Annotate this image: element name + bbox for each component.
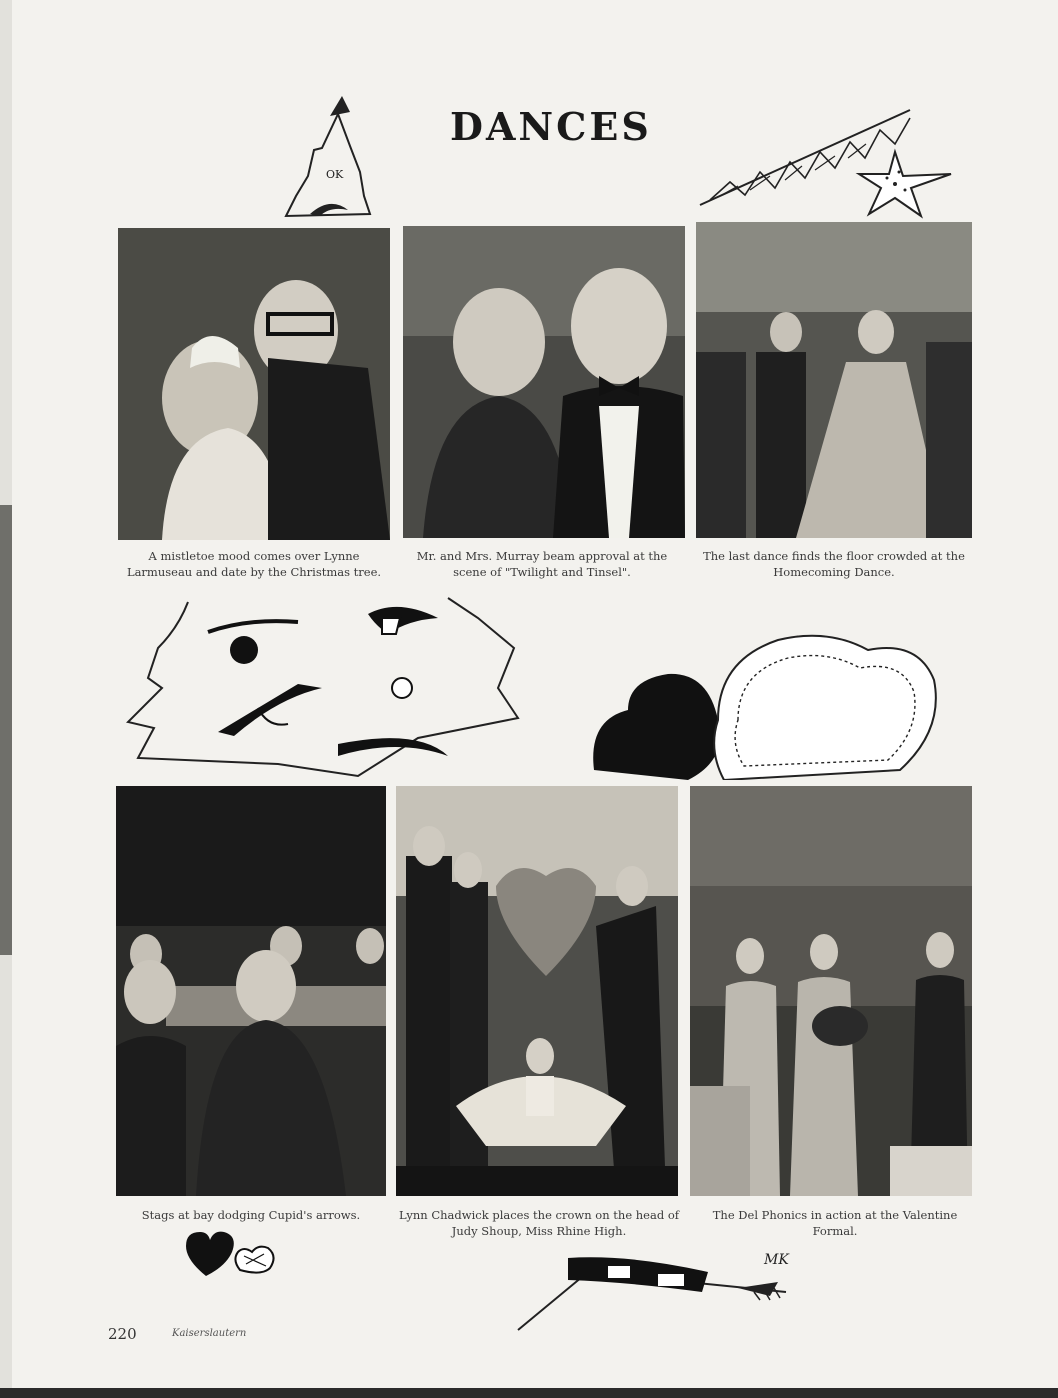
adjacent-page-strip [0, 505, 12, 955]
caption-homecoming: The last dance finds the floor crowded at the Homecoming Dance. [703, 549, 965, 579]
christmas-tree-icon [270, 86, 380, 221]
photo-stags-at-bay [116, 786, 386, 1196]
photo-crowning-queen [396, 786, 678, 1196]
page-number: 220 [108, 1325, 137, 1343]
caption-murray: Mr. and Mrs. Murray beam approval at the scene of "Twilight and Tinsel". [416, 549, 668, 579]
caption-crowning: Lynn Chadwick places the crown on the head of Judy Shoup, Miss Rhine High. [398, 1208, 680, 1238]
caption-mistletoe: A mistletoe mood comes over Lynne Larmuseau and date by the Christmas tree. [126, 549, 382, 579]
publication-name: Kaiserslautern [172, 1328, 247, 1339]
heart-icon [182, 1226, 282, 1282]
artist-signature: MK [764, 1252, 789, 1268]
star-icon [855, 148, 955, 220]
photo-murray-couple [403, 226, 685, 538]
photo-homecoming-dance [696, 222, 972, 538]
caption-del-phonics: The Del Phonics in action at the Valentine Formal. [712, 1208, 958, 1238]
svg-text:OK: OK [326, 168, 344, 181]
holly-leaf-icon [118, 588, 528, 778]
caption-stags: Stags at bay dodging Cupid's arrows. [141, 1208, 361, 1222]
heart-icon [588, 620, 948, 780]
page-title: DANCES [450, 104, 652, 149]
scan-bottom-band [0, 1388, 1058, 1398]
cupid-arrow-icon [508, 1252, 808, 1336]
photo-mistletoe-couple [118, 228, 390, 540]
photo-del-phonics-band [690, 786, 972, 1196]
